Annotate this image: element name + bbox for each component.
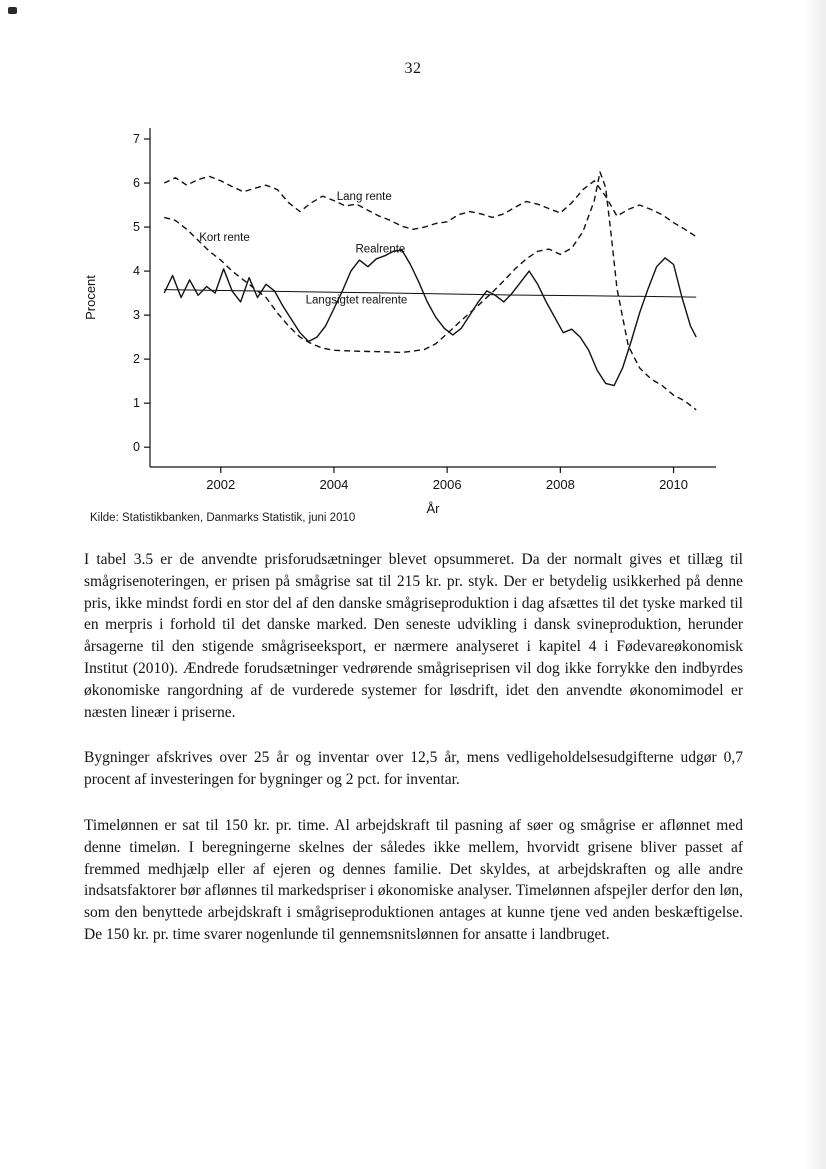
body-text xyxy=(84,549,743,970)
paragraph: I tabel 3.5 er de anvendte prisforudsætninger blevet opsummeret. Da der normalt gives et tillæg til smågrisenoteringen, er prisen på smågrise sat til 215 kr. pr. styk. Der er betydelig usikkerhed på denne pris, ikke mindst fordi en stor del af den danske smågriseproduktion i dag afsættes til det tyske marked til en merpris i forhold til det danske marked. Den seneste udvikling i dansk svineproduktion, herunder årsagerne til den stigende smågriseeksport, er nærmere analyseret i kapitel 4 i Fødevareøkonomisk Institut (2010). Ændrede forudsætninger vedrørende smågriseprisen vil dog ikke forrykke den indbyrdes økonomiske rangordning af de vurderede systemer for løsdrift, idet den anvendte økonomimodel er næsten lineær i priserne. xyxy=(84,551,743,721)
y-tick-label: 5 xyxy=(133,220,140,235)
interest-rates-chart xyxy=(78,108,738,523)
series-realrente xyxy=(164,250,696,386)
figure-source-note: Kilde: Statistikbanken, Danmarks Statistik, juni 2010 xyxy=(90,512,356,524)
figure-interest-rates xyxy=(78,108,738,523)
paragraph: Bygninger afskrives over 25 år og inventar over 12,5 år, mens vedligeholdelsesudgifterne udgør 0,7 procent af investeringen for bygninger og 2 pct. for inventar. xyxy=(84,749,743,789)
y-axis-label: Procent xyxy=(83,275,98,320)
x-tick-label: 2002 xyxy=(206,477,236,492)
chart-annotation: Langsigtet realrente xyxy=(305,294,408,307)
page-number: 32 xyxy=(404,60,422,77)
scan-edge-shadow xyxy=(804,0,826,1169)
scan-artifact xyxy=(8,7,17,14)
x-tick-label: 2010 xyxy=(659,477,689,492)
chart-annotation: Kort rente xyxy=(199,232,250,245)
chart-annotation: Lang rente xyxy=(336,190,392,203)
x-axis-label: År xyxy=(426,501,440,516)
paragraph: Timelønnen er sat til 150 kr. pr. time. Al arbejdskraft til pasning af søer og smågrise er aflønnet med denne timeløn. I beregningerne skelnes der således ikke mellem, hvorvidt grisene bliver passet af fremmed medhjælp eller af ejeren og dennes familie. Det skyldes, at arbejdskraften og alle andre indsatsfaktorer bør aflønnes til markedspriser i økonomiske analyser. Timelønnen afspejler derfor den løn, som den benyttede arbejdskraft i smågriseproduktionen antages at kunne tjene ved anden beskæftigelse. De 150 kr. pr. time svarer nogenlunde til gennemsnitslønnen for ansatte i landbruget. xyxy=(84,816,743,943)
x-tick-label: 2006 xyxy=(432,477,462,492)
y-tick-label: 0 xyxy=(133,440,140,455)
y-tick-label: 3 xyxy=(133,308,140,323)
y-tick-label: 7 xyxy=(133,132,140,147)
y-tick-label: 2 xyxy=(133,352,140,367)
x-tick-label: 2004 xyxy=(319,477,349,492)
chart-annotation: Realrente xyxy=(355,243,406,256)
y-tick-label: 1 xyxy=(133,396,140,411)
y-tick-label: 4 xyxy=(133,264,140,279)
x-tick-label: 2008 xyxy=(545,477,575,492)
series-lang-rente xyxy=(164,176,696,236)
y-tick-label: 6 xyxy=(133,176,140,191)
